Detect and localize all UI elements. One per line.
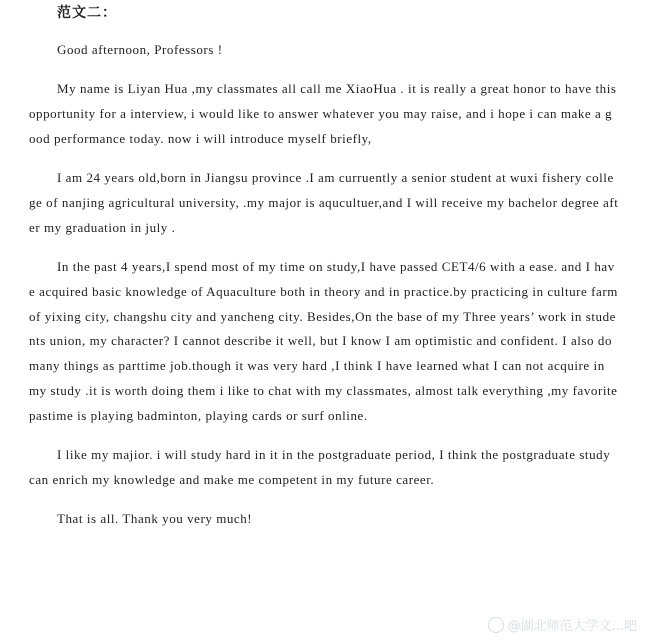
- paragraph-closing: That is all. Thank you very much!: [57, 511, 253, 527]
- paragraph-experience: In the past 4 years,I spend most of my time on study,I have passed CET4/6 with a ease. and I have acquired basic knowledge of Aquaculture both in theory and in practice.by practicing in culture farm of yixing city, changshu city and yancheng city. Besides,On the base of my Three years’ work in students union, my character? I cannot describe it well, but I know I am optimistic and confident. I also do many things as parttime job.though it was very hard ,I think I have learned what I can not acquire in my study .it is worth doing them i like to chat with my classmates, almost talk everything ,my favorite pastime is playing badminton, playing cards or surf online.: [29, 259, 618, 423]
- paw-icon: [488, 617, 504, 633]
- paragraph-greeting: Good afternoon, Professors !: [57, 42, 223, 57]
- document-heading: 范文二：: [57, 5, 117, 21]
- watermark-text: @湖北师范大学文...吧: [507, 619, 637, 634]
- paragraph-introduction: My name is Liyan Hua ,my classmates all call me XiaoHua . it is really a great honor to have this opportunity for a interview, i would like to answer whatever you may raise, and i hope i can make a good performance today. now i will introduce myself briefly,: [29, 81, 617, 146]
- paragraph-major: I like my majior. i will study hard in it in the postgraduate period, I think the postgraduate study can enrich my knowledge and make me competent in my future career.: [29, 447, 611, 487]
- paragraph-background: I am 24 years old,born in Jiangsu province .I am curruently a senior student at wuxi fishery college of nanjing agricultural university, .my major is aqucultuer,and I will receive my bachelor degree after my graduation in july .: [29, 170, 619, 235]
- watermark: [488, 615, 637, 634]
- essay-body: [29, 38, 619, 547]
